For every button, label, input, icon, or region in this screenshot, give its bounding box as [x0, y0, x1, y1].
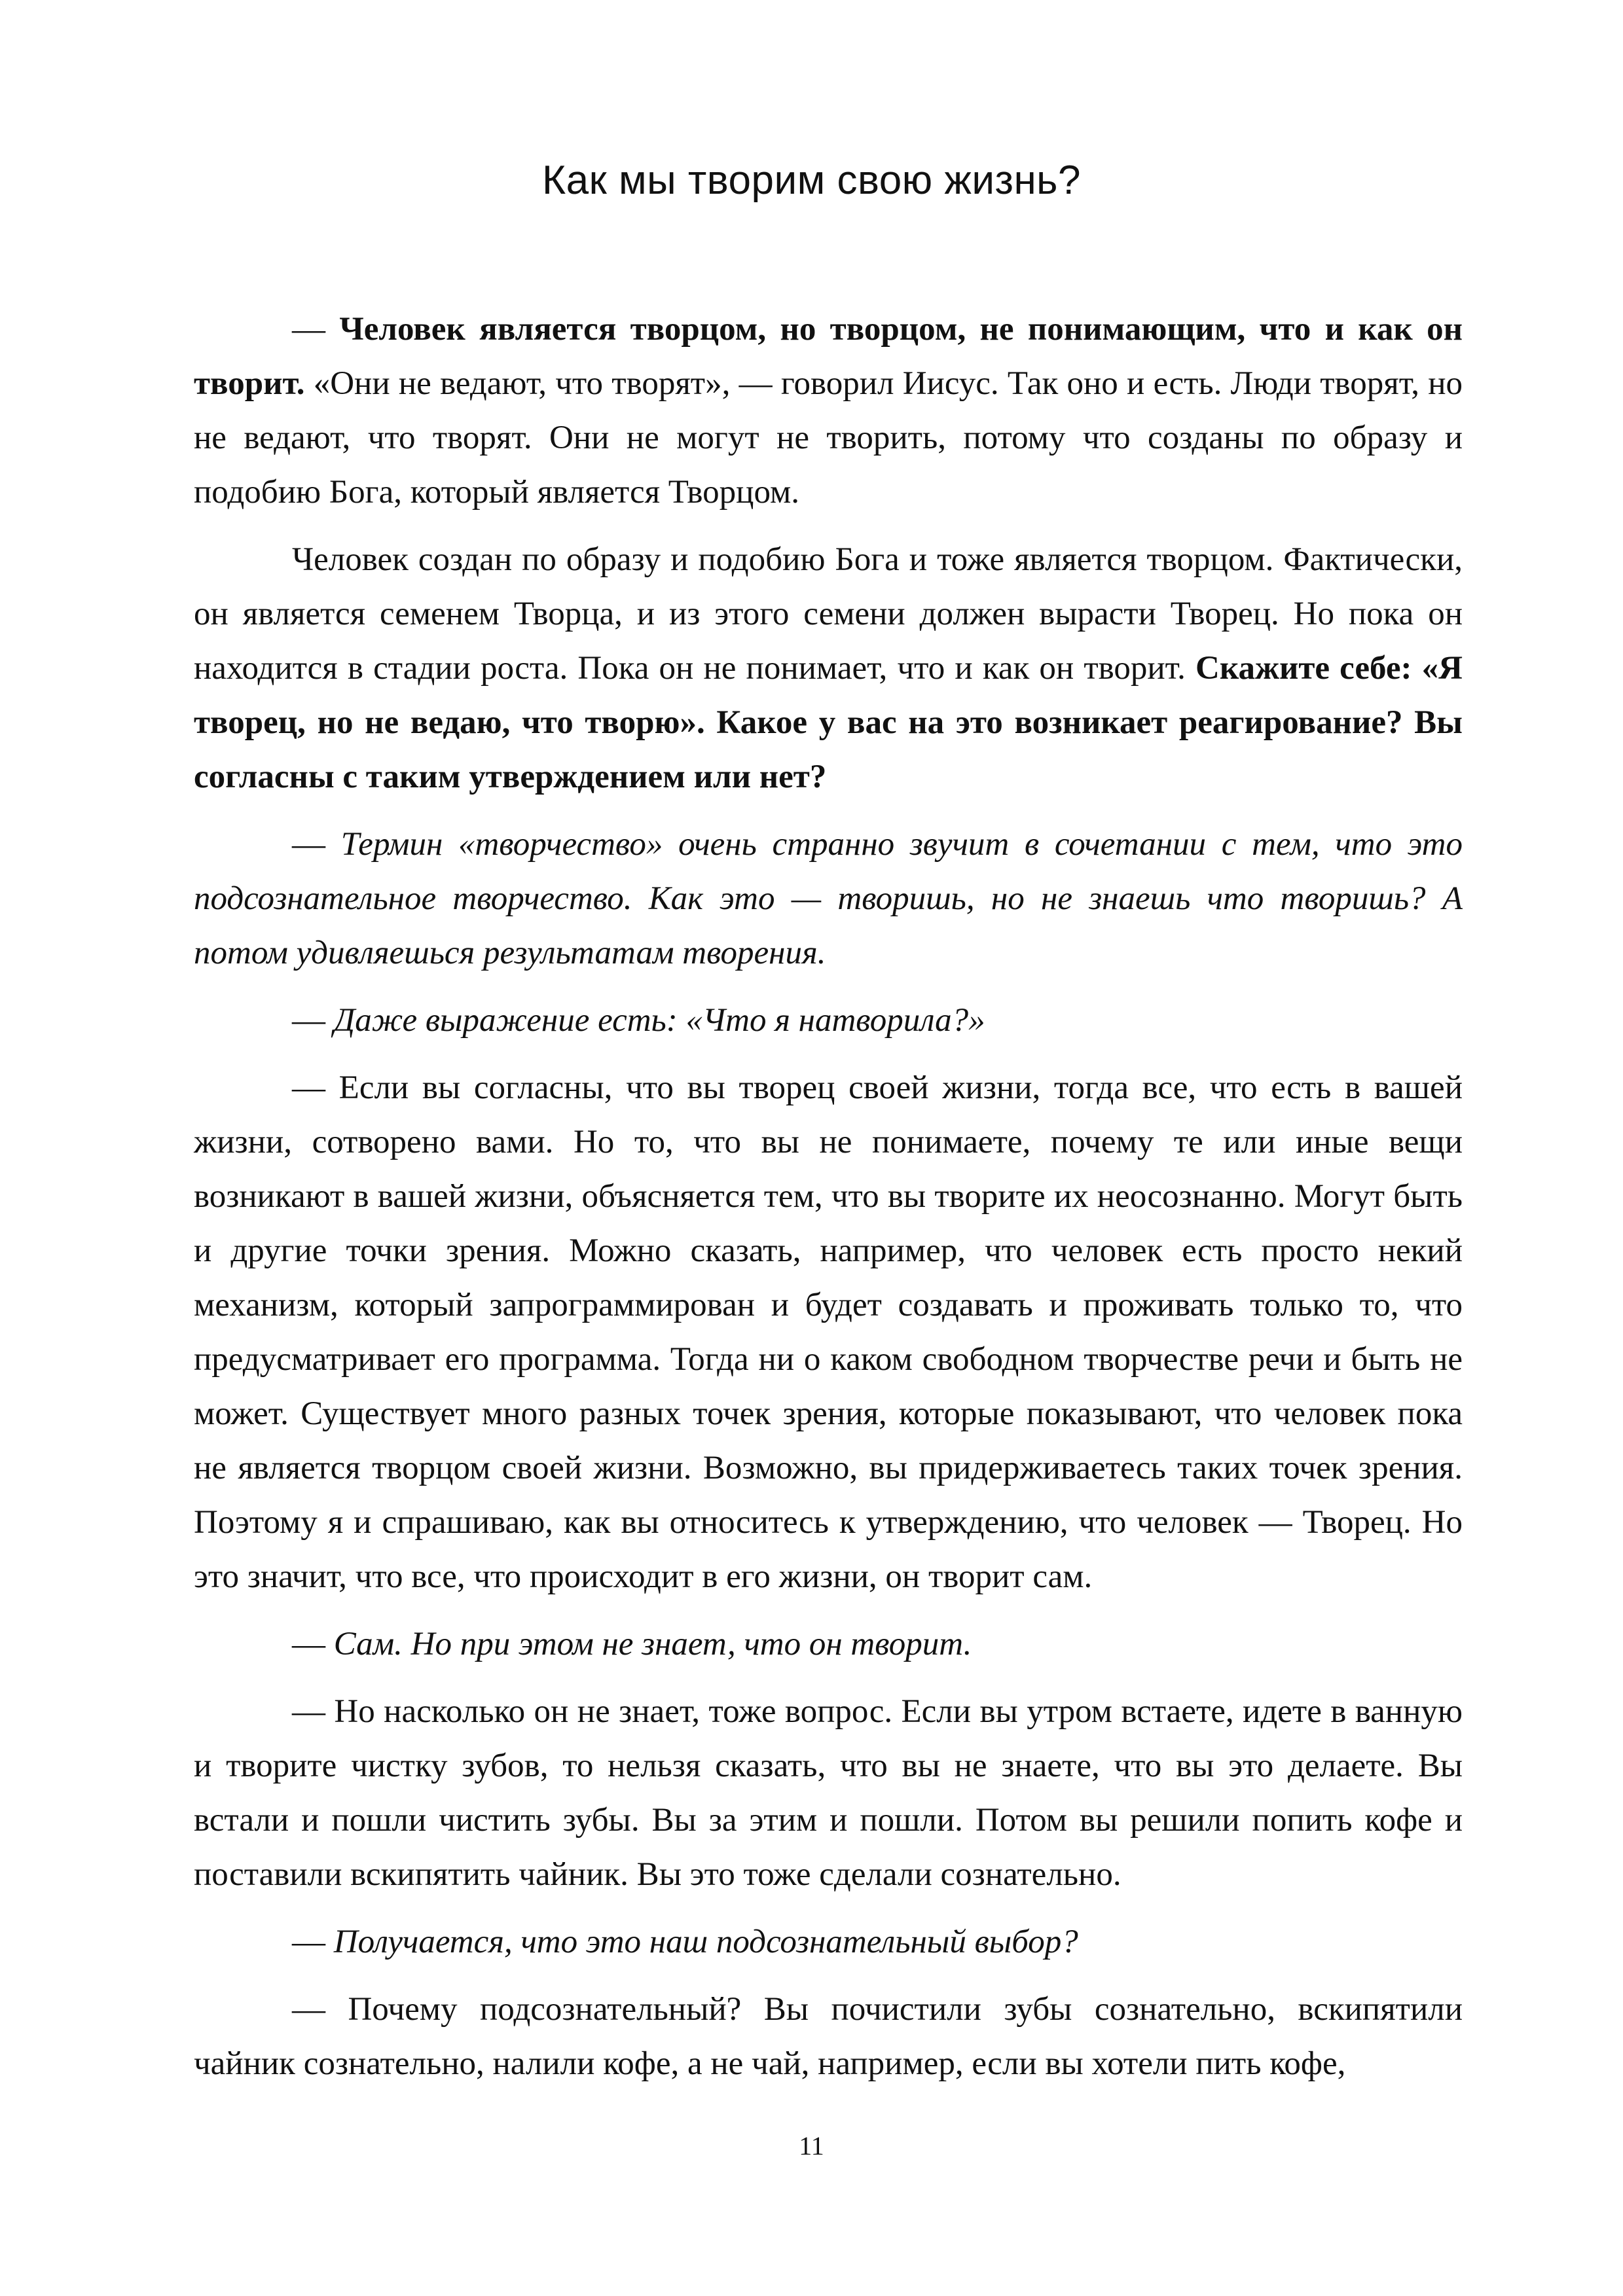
paragraph-9: — Почему подсознательный? Вы почистили зубы сознательно, вскипятили чайник сознательно, налили кофе, а не чай, например, если вы хотели пить кофе, — [194, 1991, 1463, 2082]
page-title: Как мы творим свою жизнь? — [542, 158, 1081, 203]
paragraph-8: — Получается, что это наш подсознательный выбор? — [292, 1924, 1078, 1960]
italic-question: Сам. Но при этом не знает, что он творит. — [333, 1626, 972, 1662]
italic-question: Термин «творчество» очень странно звучит в сочетании с тем, что это подсознательное творчество. Как это — творишь, но не знаешь что творишь? А потом удивляешься результатам творения. — [194, 826, 1463, 971]
paragraph-7: — Но насколько он не знает, тоже вопрос. Если вы утром встаете, идете в ванную и творите чистку зубов, то нельзя сказать, что вы не знаете, что вы это делаете. Вы встали и пошли чистить зубы. Вы за этим и пошли. Потом вы решили попить кофе и поставили вскипятить чайник. Вы это тоже сделали сознательно. — [194, 1693, 1463, 1893]
paragraph-2: Человек создан по образу и подобию Бога и тоже является творцом. Фактически, он является семенем Творца, и из этого семени должен вырасти Творец. Но пока он находится в стадии роста. Пока он не понимает, что и как он творит. Скажите себе: «Я творец, но не ведаю, что творю». Какое у вас на это возникает реагирование? Вы согласны с таким утверждением или нет? — [194, 541, 1463, 795]
bold-phrase: Человек является творцом, но творцом, не понимающим, что и как он творит. — [194, 311, 1463, 402]
page-number: 11 — [799, 2131, 824, 2161]
body-text — [194, 302, 1463, 2091]
paragraph-1: — Человек является творцом, но творцом, не понимающим, что и как он творит. «Они не ведают, что творят», — говорил Иисус. Так оно и есть. Люди творят, но не ведают, что творят. Они не могут не творить, потому что созданы по образу и подобию Бога, который является Творцом. — [194, 311, 1463, 511]
paragraph-5: — Если вы согласны, что вы творец своей жизни, тогда все, что есть в вашей жизни, сотворено вами. Но то, что вы не понимаете, почему те или иные вещи возникают в вашей жизни, объясняется тем, что вы творите их неосознанно. Могут быть и другие точки зрения. Можно сказать, например, что человек есть просто некий механизм, который запрограммирован и будет создавать и проживать только то, что предусматривает его программа. Тогда ни о каком свободном творчестве речи и быть не может. Существует много разных точек зрения, которые показывают, что человек пока не является творцом своей жизни. Возможно, вы придерживаетесь таких точек зрения. Поэтому я и спрашиваю, как вы относитесь к утверждению, что человек — Творец. Но это значит, что все, что происходит в его жизни, он творит сам. — [194, 1069, 1463, 1595]
paragraph-6: — Сам. Но при этом не знает, что он творит. — [292, 1626, 972, 1662]
bold-phrase: Скажите себе: «Я творец, но не ведаю, что творю». Какое у вас на это возникает реагирование? Вы согласны с таким утверждением или нет? — [194, 650, 1463, 795]
paragraph-3: — Термин «творчество» очень странно звучит в сочетании с тем, что это подсознательное творчество. Как это — творишь, но не знаешь что творишь? А потом удивляешься результатам творения. — [194, 826, 1463, 971]
italic-question: Получается, что это наш подсознательный выбор? — [333, 1924, 1078, 1960]
italic-question: Даже выражение есть: «Что я натворила?» — [333, 1002, 985, 1039]
paragraph-4: — Даже выражение есть: «Что я натворила?» — [292, 1002, 985, 1039]
